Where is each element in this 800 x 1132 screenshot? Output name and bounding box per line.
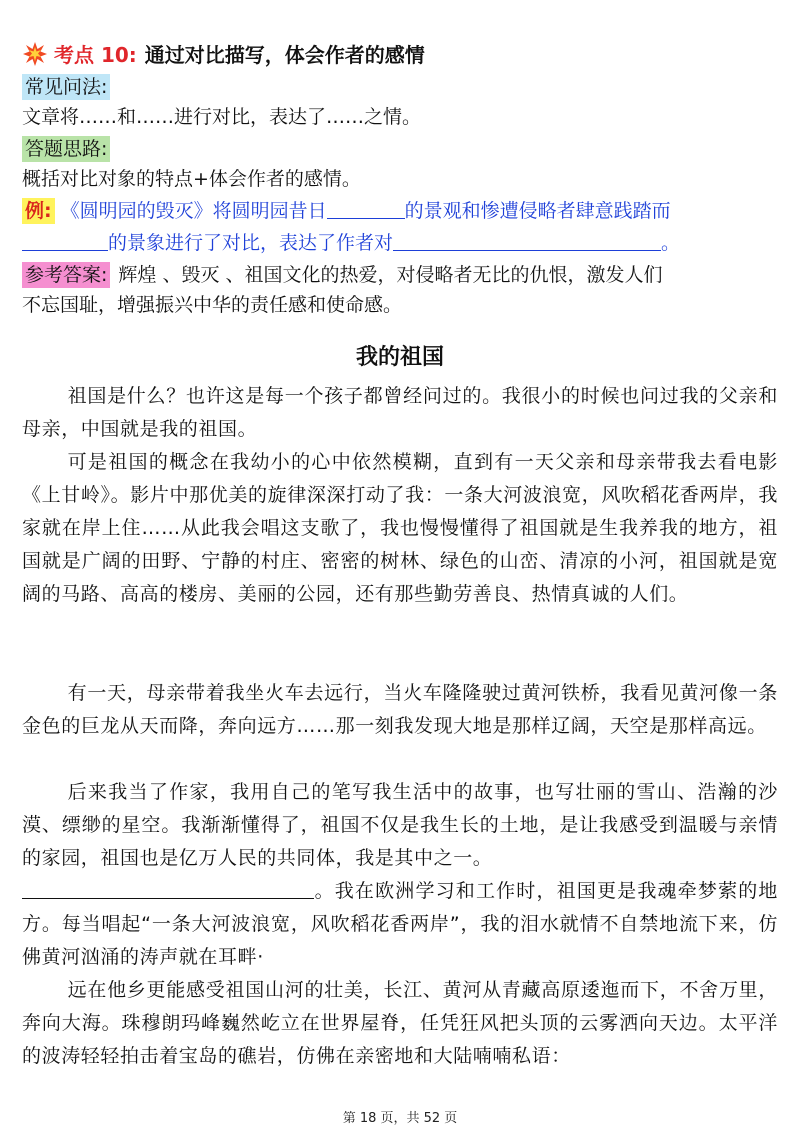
- essay-title: 我的祖国: [355, 345, 444, 370]
- keypoint-heading: [22, 40, 782, 70]
- essay-paragraph-3: 有一天，母亲带着我坐火车去远行，当火车隆隆驶过黄河铁桥，我看见黄河像一条金色的巨龙从天而降，奔向远方……那一刻我发现大地是那样辽阔，天空是那样高远。: [22, 682, 778, 737]
- burst-icon: [22, 41, 48, 67]
- essay-answer-blank[interactable]: [22, 878, 314, 899]
- essay-paragraph-6: 远在他乡更能感受祖国山河的壮美，长江、黄河从青藏高原逶迤而下，不舍万里，奔向大海。珠穆朗玛峰巍然屹立在世界屋脊，任凭狂风把头顶的云雾洒向天边。太平洋的波涛轻轻拍击着宝岛的礁岩，仿佛在亲密地和大陆喃喃私语：: [22, 979, 778, 1067]
- example-text-1: 《圆明园的毁灭》将圆明园昔日: [60, 200, 327, 222]
- example-label: 例:: [22, 198, 55, 224]
- answer-blank-1[interactable]: [327, 198, 405, 219]
- page-number: 第 18 页，共 52 页: [342, 1111, 458, 1126]
- common-questions-label-row: [22, 72, 782, 102]
- essay-paragraph-5-text: 。我在欧洲学习和工作时，祖国更是我魂牵梦萦的地方。每当唱起“一条大河波浪宽，风吹稻花香两岸”，我的泪水就情不自禁地流下来，仿佛黄河汹涌的涛声就在耳畔·: [22, 880, 778, 968]
- common-questions-label: 常见问法:: [22, 74, 110, 100]
- answer-blank-3[interactable]: [393, 230, 661, 251]
- answer-label: 参考答案:: [22, 262, 110, 288]
- approach-label-row: [22, 134, 782, 164]
- approach-label: 答题思路:: [22, 136, 110, 162]
- example-line-1: [22, 196, 782, 226]
- example-text-3: 的景象进行了对比，表达了作者对: [108, 232, 394, 254]
- answer-line-1: [22, 260, 782, 290]
- essay-paragraph-4: 后来我当了作家，我用自己的笔写我生活中的故事，也写壮丽的雪山、浩瀚的沙漠、缥缈的星空。我渐渐懂得了，祖国不仅是我生长的土地，是让我感受到温暖与亲情的家园，祖国也是亿万人民的共同体，我是其中之一。: [22, 781, 778, 869]
- answer-blank-2[interactable]: [22, 230, 108, 251]
- example-text-4: 。: [661, 232, 681, 254]
- essay-paragraph-1: 祖国是什么？也许这是每一个孩子都曾经问过的。我很小的时候也问过我的父亲和母亲，中国就是我的祖国。: [22, 385, 778, 440]
- common-questions-text: 文章将……和……进行对比，表达了……之情。: [22, 106, 422, 128]
- keypoint-title: 通过对比描写，体会作者的感情: [144, 43, 425, 67]
- example-line-2: [22, 228, 782, 258]
- approach-text: 概括对比对象的特点+体会作者的感情。: [22, 168, 361, 190]
- essay-paragraph-5: [22, 875, 778, 974]
- answer-text-2: 不忘国耻，增强振兴中华的责任感和使命感。: [22, 294, 403, 316]
- example-text-2: 的景观和惨遭侵略者肆意践踏而: [404, 200, 671, 222]
- keypoint-label: 考点 10:: [54, 43, 137, 67]
- answer-text-1: 辉煌 、毁灭 、祖国文化的热爱，对侵略者无比的仇恨，激发人们: [118, 264, 663, 286]
- essay-paragraph-2: 可是祖国的概念在我幼小的心中依然模糊，直到有一天父亲和母亲带我去看电影《上甘岭》。影片中那优美的旋律深深打动了我：一条大河波浪宽，风吹稻花香两岸，我家就在岸上住……从此我会唱这支歌了，我也慢慢懂得了祖国就是生我养我的地方，祖国就是广阔的田野、宁静的村庄、密密的树林、绿色的山峦、清凉的小河，祖国就是宽阔的马路、高高的楼房、美丽的公园，还有那些勤劳善良、热情真诚的人们。: [22, 451, 778, 605]
